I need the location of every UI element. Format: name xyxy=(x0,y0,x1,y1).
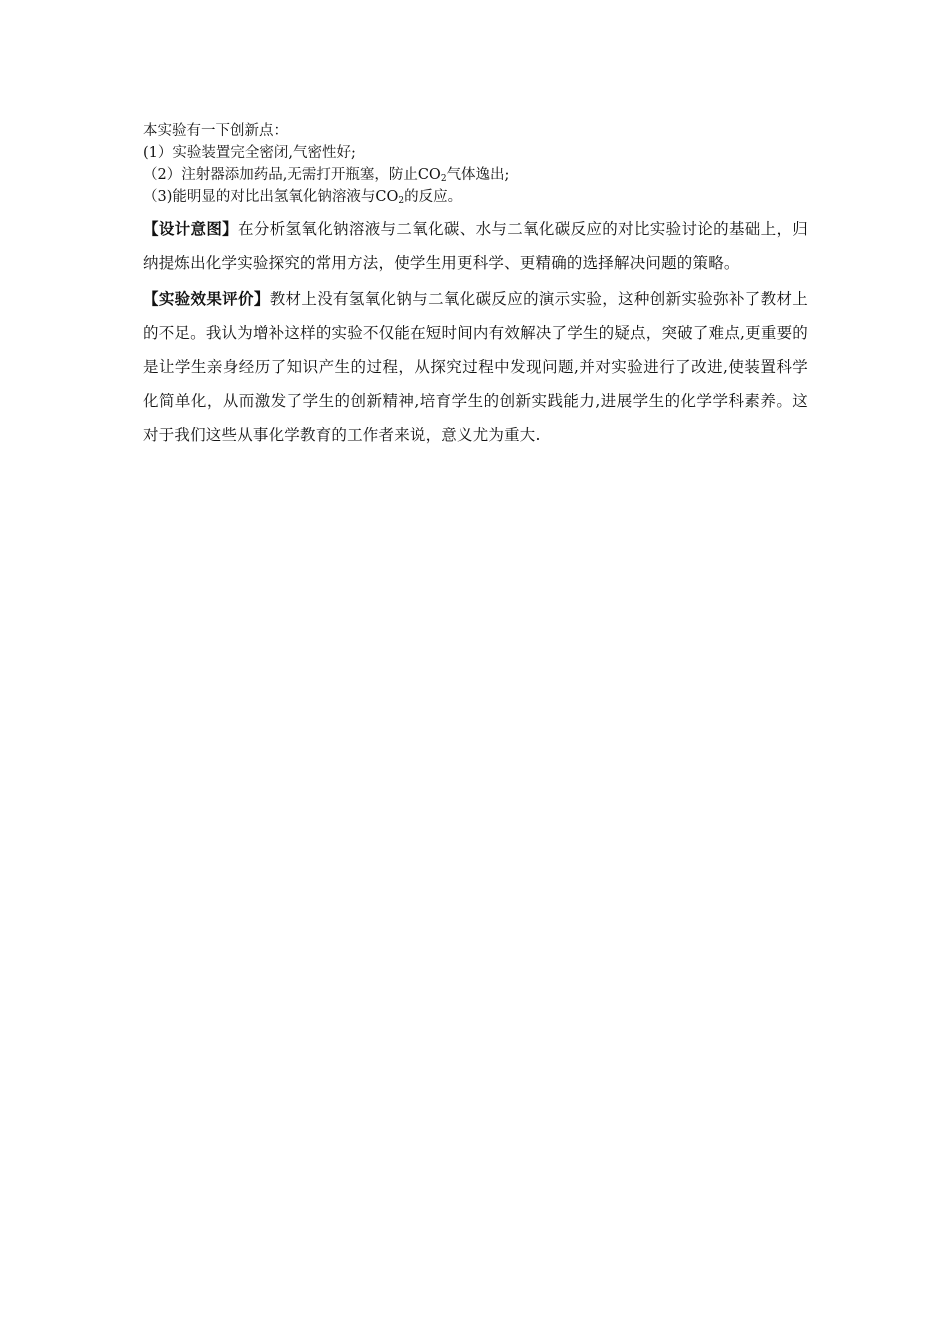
point-text: (1）实验装置完全密闭,气密性好; xyxy=(143,145,356,161)
innovation-point-1 xyxy=(143,142,808,164)
design-intent-text: 在分析氢氧化钠溶液与二氧化碳、水与二氧化碳反应的对比实验讨论的基础上，归纳提炼出化学实验探究的常用方法，使学生用更科学、更精确的选择解决问题的策略。 xyxy=(143,220,809,272)
evaluation-paragraph xyxy=(143,282,808,452)
point-text-end: 气体逸出; xyxy=(446,167,510,183)
point-text: （2）注射器添加药品,无需打开瓶塞，防止CO xyxy=(143,167,441,183)
design-intent-paragraph xyxy=(143,212,808,280)
subscript: 2 xyxy=(440,174,447,184)
point-text: （3)能明显的对比出氢氧化钠溶液与CO xyxy=(143,189,399,205)
evaluation-label: 【实验效果评价】 xyxy=(143,290,270,308)
evaluation-text: 教材上没有氢氧化钠与二氧化碳反应的演示实验，这种创新实验弥补了教材上的不足。我认为增补这样的实验不仅能在短时间内有效解决了学生的疑点，突破了难点,更重要的是让学生亲身经历了知识产生的过程，从探究过程中发现问题,并对实验进行了改进,使装置科学化简单化，从而激发了学生的创新精神,培育学生的创新实践能力,进展学生的化学学科素养。这对于我们这些从事化学教育的工作者来说，意义尤为重大. xyxy=(143,290,808,444)
intro-heading: 本实验有一下创新点： xyxy=(143,123,288,139)
point-text-end: 的反应。 xyxy=(404,189,463,205)
innovation-point-3 xyxy=(143,186,808,208)
subscript: 2 xyxy=(398,196,405,206)
document-body xyxy=(143,120,808,452)
innovation-point-2 xyxy=(143,164,808,186)
design-intent-label: 【设计意图】 xyxy=(143,220,239,238)
